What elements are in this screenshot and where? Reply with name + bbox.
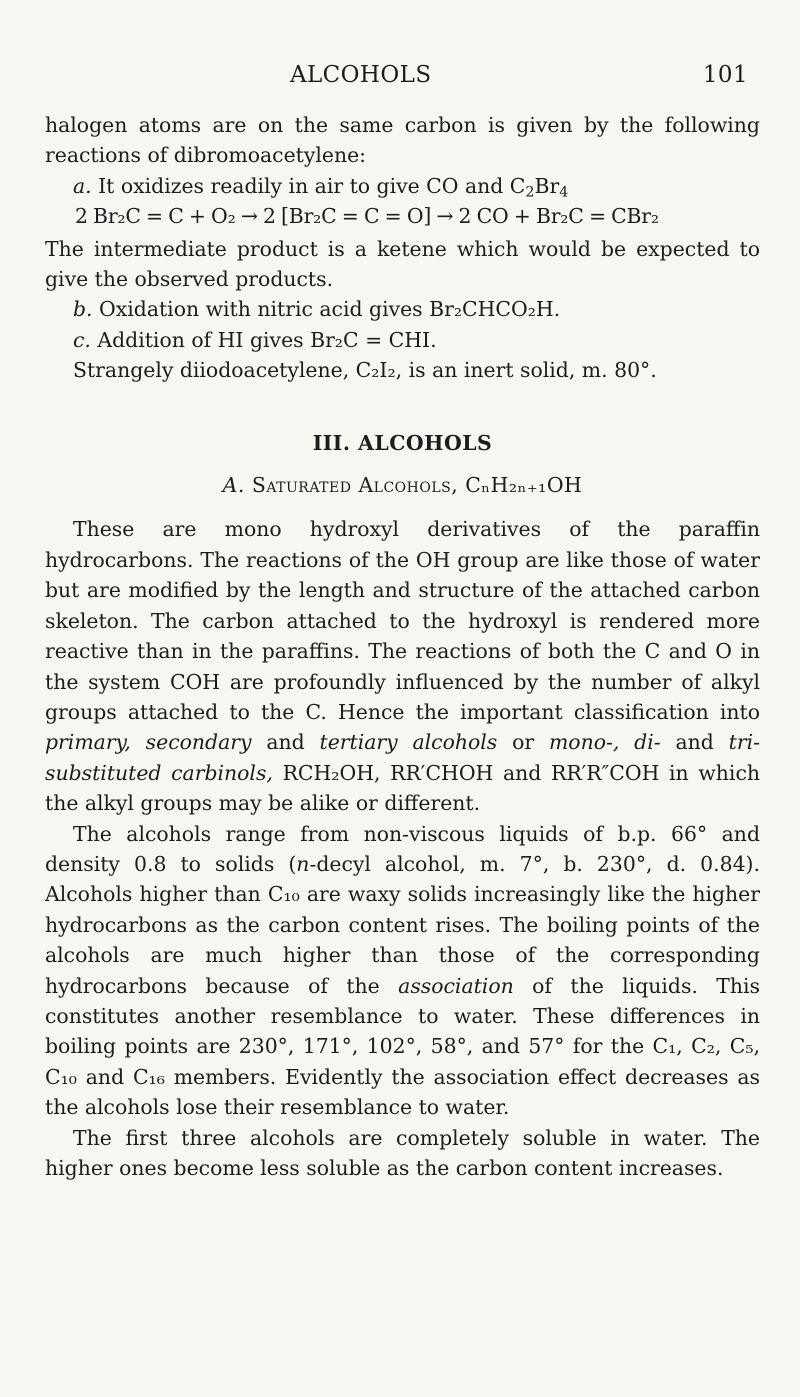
document-page xyxy=(0,62,800,1397)
item-a-text: It oxidizes readily in air to give CO and C xyxy=(98,173,526,198)
body-p2-b: -decyl alcohol, m. 7°, b. 230°, d. 0.84). Alcohols higher than C₁₀ are waxy solids increasingly like the higher hydrocarbons as the carbon content rises. The boiling points of the alcohols are much higher than those of the corresponding hydrocarbons because of the xyxy=(45,851,760,998)
body-p2-c: of the liquids. This constitutes another resemblance to water. These differences in boiling points are 230°, 171°, 102°, 58°, and 57° for the C₁, C₂, C₅, C₁₀ and C₁₆ members. Evidently the association effect decreases as the alcohols lose their resemblance to water. xyxy=(45,973,761,1120)
subsection-title: Saturated Alcohols, xyxy=(251,473,459,498)
section-heading: III. ALCOHOLS xyxy=(312,430,493,455)
item-c-text: Addition of HI gives Br₂C = CHI. xyxy=(97,327,437,352)
subsection-label: A. xyxy=(222,473,245,498)
term-primary-secondary: primary, secondary xyxy=(45,730,252,755)
item-a-sub2: 4 xyxy=(559,184,569,201)
body-paragraph-1 xyxy=(45,514,760,818)
item-b-text: Oxidation with nitric acid gives Br₂CHCO₂H. xyxy=(99,297,561,322)
item-a-formula: Br xyxy=(534,173,560,198)
item-b-label: b. xyxy=(73,297,93,322)
list-item-b xyxy=(45,294,760,324)
body-p2-a: The alcohols range from non-viscous liquids of b.p. 66° and density 0.8 to solids ( xyxy=(45,821,760,876)
diiodo-paragraph: Strangely diiodoacetylene, C₂I₂, is an inert solid, m. 80°. xyxy=(73,358,657,383)
list-item-c xyxy=(45,325,760,355)
list-item-a xyxy=(45,171,760,201)
page-number: 101 xyxy=(702,62,748,88)
item-a-label: a. xyxy=(73,173,92,198)
running-title: ALCOHOLS xyxy=(290,62,432,88)
body-p2-n: n xyxy=(296,851,310,876)
term-mono-di: mono-, di- xyxy=(548,730,661,755)
running-head xyxy=(45,62,760,96)
item-a-sub1: 2 xyxy=(525,184,535,201)
item-c-label: c. xyxy=(73,327,91,352)
body-p1-or: or xyxy=(512,730,535,755)
ketene-paragraph: The intermediate product is a ketene which would be expected to give the observed products. xyxy=(45,236,760,292)
body-paragraph-2 xyxy=(45,819,760,1123)
subsection-heading xyxy=(45,470,760,500)
intro-paragraph: halogen atoms are on the same carbon is given by the following reactions of dibromoacetylene: xyxy=(45,113,760,168)
term-tri-substituted: tri- substituted carbinols, xyxy=(45,730,760,785)
body-p1-and2: and xyxy=(675,730,714,755)
term-association: association xyxy=(398,973,514,998)
body-p1-text: These are mono hydroxyl derivatives of the paraffin hydrocarbons. The reactions of the OH group are like those of water but are modified by the length and structure of the attached carbon skeleton. The carbon attached to the hydroxyl is rendered more reactive than in the paraffins. The reactions of both the C and O in the system COH are profoundly influenced by the number of alkyl groups attached to the C. Hence the important classification into xyxy=(45,517,760,724)
body-p1-end: RCH₂OH, RR′CHOH and RR′R″COH in which the alkyl groups may be alike or different. xyxy=(45,760,760,816)
subsection-formula: CₙH₂ₙ₊₁OH xyxy=(465,473,583,498)
reaction-equation: 2 Br₂C = C + O₂ → 2 [Br₂C = C = O] → 2 CO + Br₂C = CBr₂ xyxy=(75,204,659,229)
body-p1-and: and xyxy=(266,730,305,755)
page-content xyxy=(45,110,760,1183)
term-tertiary-alcohols: tertiary alcohols xyxy=(319,730,498,755)
body-paragraph-3: The first three alcohols are completely soluble in water. The higher ones become less soluble as the carbon content increases. xyxy=(45,1125,760,1180)
